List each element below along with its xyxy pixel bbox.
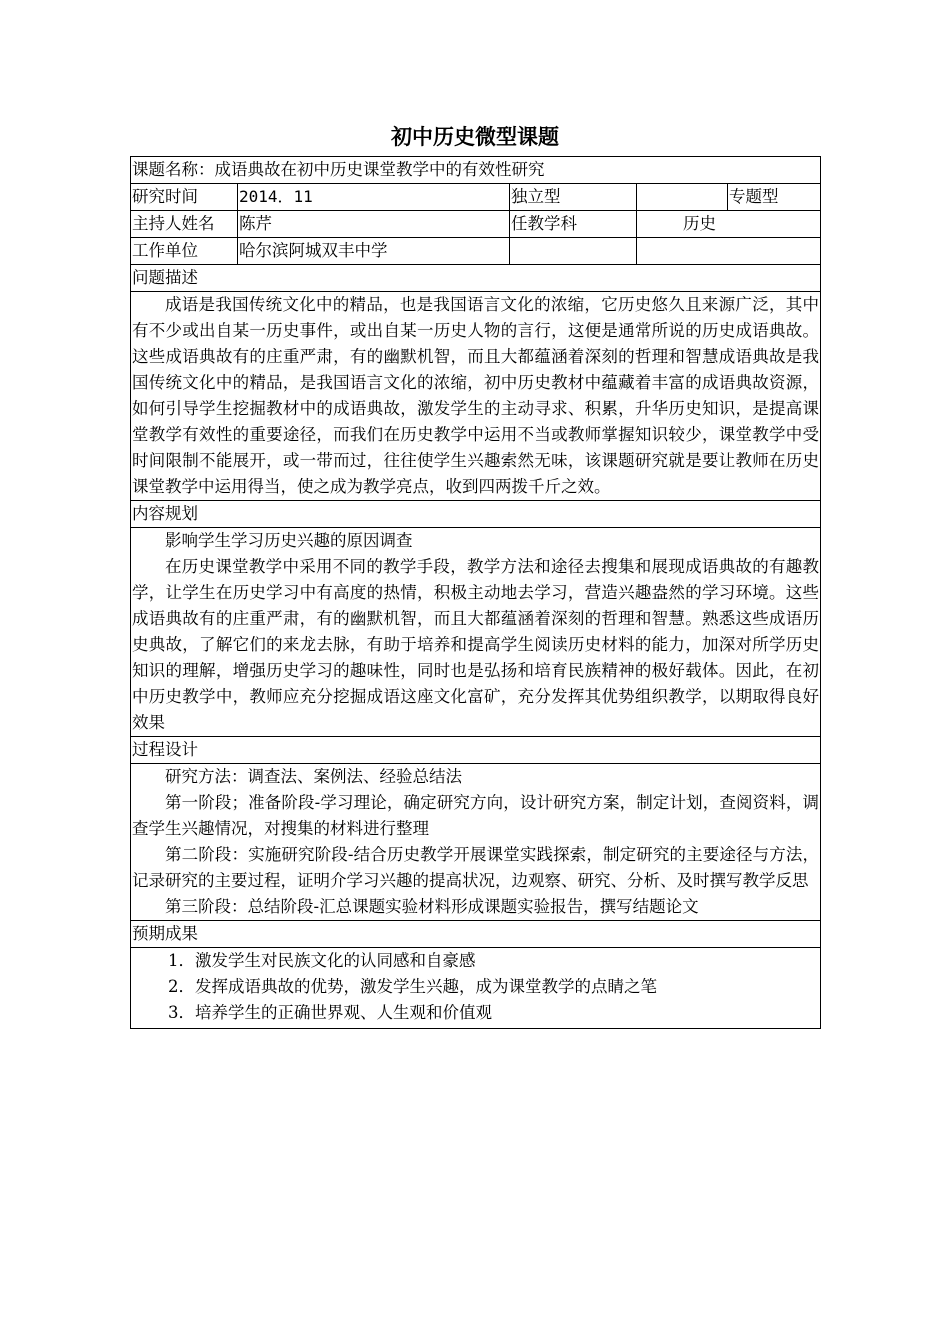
host-label: 主持人姓名 <box>131 211 238 238</box>
problem-body <box>131 292 821 501</box>
content-body-row <box>131 528 821 737</box>
result-item: 2．发挥成语典故的优势，激发学生兴趣，成为课堂教学的点睛之笔 <box>168 977 657 996</box>
time-label: 研究时间 <box>131 184 238 211</box>
content-body <box>131 528 821 737</box>
process-body <box>131 764 821 921</box>
unit-row <box>131 238 821 265</box>
unit-empty-cell-2 <box>637 238 821 265</box>
process-stage-2: 第二阶段：实施研究阶段-结合历史教学开展课堂实践探索，制定研究的主要途径与方法，记录研究的主要过程，证明介学习兴趣的提高状况，边观察、研究、分析、及时撰写教学反思 <box>132 845 820 890</box>
result-item: 1．激发学生对民族文化的认同感和自豪感 <box>168 951 476 970</box>
results-heading: 预期成果 <box>131 921 821 948</box>
unit-empty-cell <box>510 238 637 265</box>
unit-value: 哈尔滨阿城双丰中学 <box>238 238 510 265</box>
topic-label: 课题名称： <box>132 160 215 179</box>
type-special: 专题型 <box>728 184 821 211</box>
problem-body-row <box>131 292 821 501</box>
results-body-row <box>131 948 821 1029</box>
content-text: 在历史课堂教学中采用不同的教学手段，教学方法和途径去搜集和展现成语典故的有趣教学，让学生在历史学习中有高度的热情，积极主动地去学习，营造兴趣盎然的学习环境。这些成语典故有的庄重严肃，有的幽默机智，而且大都蕴涵着深刻的哲理和智慧。熟悉这些成语历史典故，了解它们的来龙去脉，有助于培养和提高学生阅读历史材料的能力，加深对所学历史知识的理解，增强历史学习的趣味性，同时也是弘扬和培育民族精神的极好载体。因此，在初中历史教学中，教师应充分挖掘成语这座文化富矿，充分发挥其优势组织教学，以期取得良好效果 <box>132 557 820 732</box>
time-row <box>131 184 821 211</box>
process-body-row <box>131 764 821 921</box>
problem-heading: 问题描述 <box>131 265 821 292</box>
process-heading-row <box>131 737 821 764</box>
content-line: 影响学生学习历史兴趣的原因调查 <box>165 531 413 550</box>
process-stage-1: 第一阶段；准备阶段-学习理论，确定研究方向，设计研究方案，制定计划，查阅资料，调查学生兴趣情况，对搜集的材料进行整理 <box>132 793 820 838</box>
topic-cell <box>131 157 821 184</box>
project-form-table <box>130 156 821 1029</box>
process-stage-3: 第三阶段：总结阶段-汇总课题实验材料形成课题实验报告，撰写结题论文 <box>165 897 699 916</box>
topic-value: 成语典故在初中历史课堂教学中的有效性研究 <box>214 160 545 179</box>
problem-text: 成语是我国传统文化中的精品，也是我国语言文化的浓缩，它历史悠久且来源广泛，其中有不少或出自某一历史事件，或出自某一历史人物的言行，这便是通常所说的历史成语典故。这些成语典故有的庄重严肃，有的幽默机智，而且大都蕴涵着深刻的哲理和智慧成语典故是我国传统文化中的精品，是我国语言文化的浓缩，初中历史教材中蕴藏着丰富的成语典故资源，如何引导学生挖掘教材中的成语典故，激发学生的主动寻求、积累，升华历史知识，是提高课堂教学有效性的重要途径，而我们在历史教学中运用不当或教师掌握知识较少，课堂教学中受时间限制不能展开，或一带而过，往往使学生兴趣索然无味，该课题研究就是要让教师在历史课堂教学中运用得当，使之成为教学亮点，收到四两拨千斤之效。 <box>132 295 820 496</box>
type-independent: 独立型 <box>510 184 637 211</box>
problem-heading-row <box>131 265 821 292</box>
result-item: 3．培养学生的正确世界观、人生观和价值观 <box>168 1003 492 1022</box>
topic-row <box>131 157 821 184</box>
process-heading: 过程设计 <box>131 737 821 764</box>
unit-label: 工作单位 <box>131 238 238 265</box>
type-empty-cell <box>637 184 728 211</box>
subject-value: 历史 <box>637 211 821 238</box>
host-value: 陈芹 <box>238 211 510 238</box>
subject-label: 任教学科 <box>510 211 637 238</box>
content-heading-row <box>131 501 821 528</box>
results-heading-row <box>131 921 821 948</box>
process-method: 研究方法：调查法、案例法、经验总结法 <box>165 767 462 786</box>
results-body <box>131 948 821 1029</box>
time-value: 2014．11 <box>238 184 510 211</box>
content-heading: 内容规划 <box>131 501 821 528</box>
document-title: 初中历史微型课题 <box>391 124 559 149</box>
host-row <box>131 211 821 238</box>
